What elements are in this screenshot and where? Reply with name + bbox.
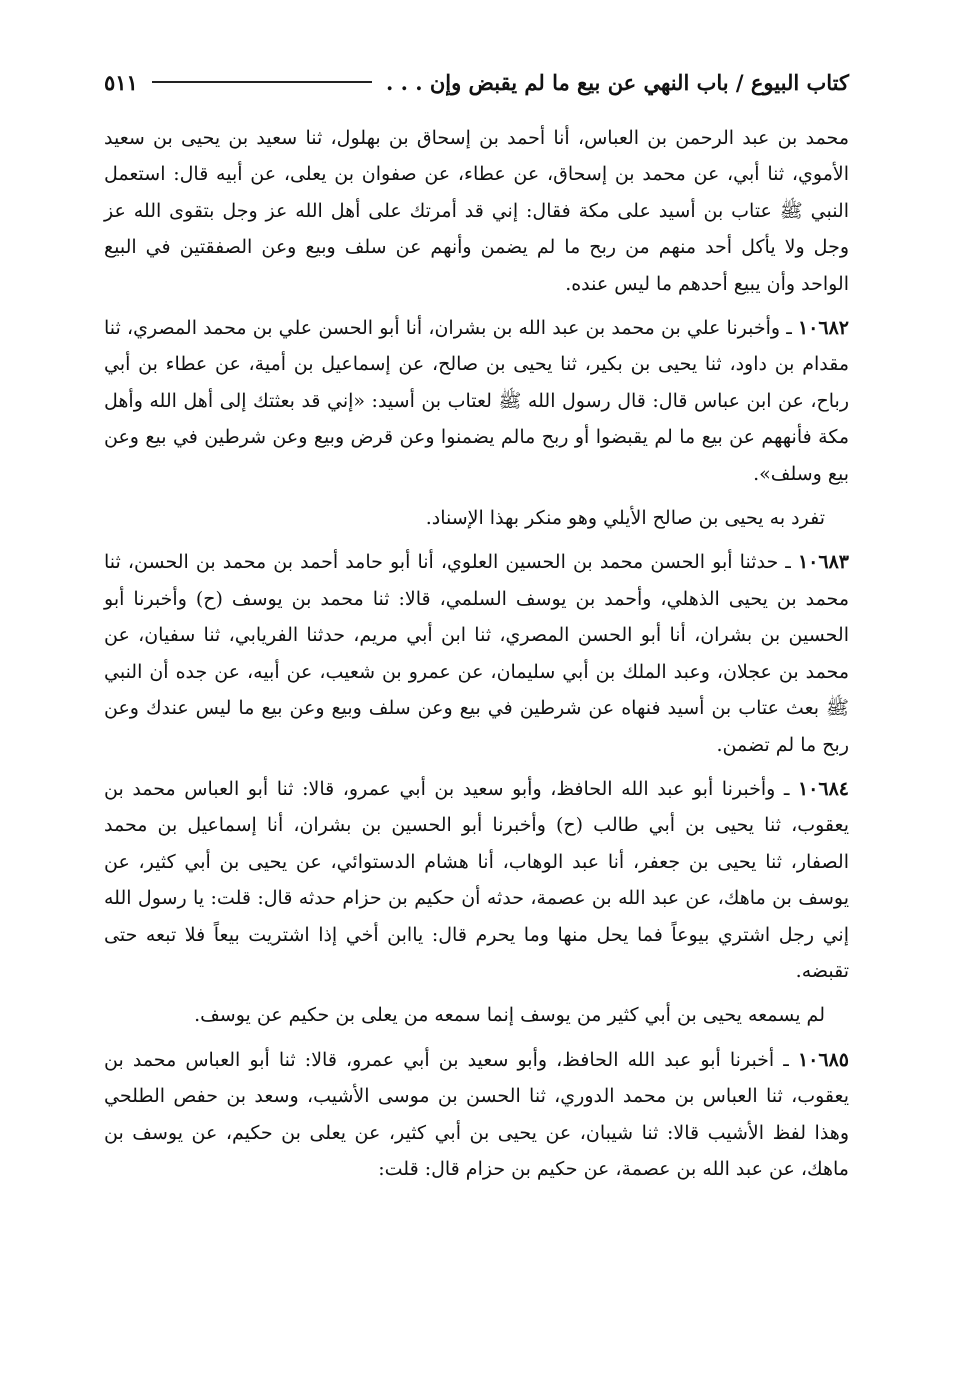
hadith-number: ١٠٦٨٢ (797, 317, 849, 340)
paragraph-text: تفرد به يحيى بن صالح الأيلي وهو منكر بهذا الإسناد. (425, 507, 825, 530)
paragraph-10683 (104, 544, 849, 762)
header-title: كتاب البيوع / باب النهي عن بيع ما لم يقبض وإن . . . (385, 69, 849, 95)
running-header (104, 62, 849, 102)
page-number: ٥١١ (104, 69, 138, 95)
note-paragraph (104, 500, 849, 536)
hadith-number: ١٠٦٨٣ (797, 551, 849, 574)
paragraph-text: ـ أخبرنا أبو عبد الله الحافظ، وأبو سعيد بن أبي عمرو، قالا: ثنا أبو العباس محمد بن يعقوب، ثنا العباس بن محمد الدوري، ثنا الحسن بن موسى الأشيب، وسعد بن حفص الطلحي وهذا لفظ الأشيب قالا: ثنا شيبان، عن يحيى بن أبي كثير، عن يعلى بن حكيم، عن يوسف بن ماهك، عن عبد الله بن عصمة، عن حكيم بن حزام قال: قلت: (104, 1048, 849, 1180)
paragraph-1 (104, 120, 849, 302)
header-rule (152, 81, 372, 83)
paragraph-10685 (104, 1042, 849, 1188)
paragraph-text: ـ وأخبرنا علي بن محمد بن عبد الله بن بشران، أنا أبو الحسن علي بن محمد المصري، ثنا مقدام بن داود، ثنا يحيى بن بكير، ثنا يحيى بن صالح، عن إسماعيل بن أمية، عن عطاء بن أبي رباح، عن ابن عباس قال: قال رسول الله ﷺ لعتاب بن أسيد: «إني قد بعثتك إلى أهل الله وأهل مكة فأنههم عن بيع ما لم يقبضوا أو ربح مالم يضمنوا وعن قرض وبيع وعن شرطين في بيع وعن بيع وسلف». (104, 317, 849, 485)
paragraph-text: محمد بن عبد الرحمن بن العباس، أنا أحمد بن إسحاق بن بهلول، ثنا سعيد بن يحيى بن سعيد الأموي، ثنا أبي، عن محمد بن إسحاق، عن عطاء، عن صفوان بن يعلى، عن أبيه قال: استعمل النبي ﷺ عتاب بن أسيد على مكة فقال: إني قد أمرتك على أهل الله عز وجل بتقوى الله عز وجل ولا يأكل أحد منهم من ربح ما لم يضمن وأنهم عن سلف وبيع وعن الصفقتين في البيع الواحد وأن يبيع أحدهم ما ليس عنده. (104, 127, 849, 295)
note-paragraph (104, 997, 849, 1033)
page-body (104, 120, 849, 1195)
hadith-number: ١٠٦٨٤ (797, 777, 849, 800)
paragraph-text: ـ وأخبرنا أبو عبد الله الحافظ، وأبو سعيد بن أبي عمرو، قالا: ثنا أبو العباس محمد بن يعقوب، ثنا يحيى بن أبي طالب (ح) وأخبرنا أبو الحسين بن بشران، أنا إسماعيل بن محمد الصفار، ثنا يحيى بن جعفر، أنا عبد الوهاب، أنا هشام الدستوائي، عن يحيى بن أبي كثير، عن يوسف بن ماهك، عن عبد الله بن عصمة، حدثه أن حكيم بن حزام حدثه قال: قلت: يا رسول الله إني رجل اشتري بيوعاً فما يحل منها وما يحرم قال: ياابن أخي إذا اشتريت بيعاً فلا تبعه حتى تقبضه. (104, 777, 849, 982)
paragraph-text: ـ حدثنا أبو الحسن محمد بن الحسين العلوي، أنا أبو حامد أحمد بن محمد بن الحسن، ثنا محمد بن يحيى الذهلي، وأحمد بن يوسف السلمي، قالا: ثنا محمد بن يوسف (ح) وأخبرنا أبو الحسين بن بشران، أنا أبو الحسن المصري، ثنا ابن أبي مريم، حدثنا الفريابي، ثنا سفيان، عن محمد بن عجلان، وعبد الملك بن أبي سليمان، عن عمرو بن شعيب، عن أبيه، عن جده أن النبي ﷺ بعث عتاب بن أسيد فنهاه عن شرطين في بيع وعن سلف وبيع وعن بيع ما ليس عندك وعن ربح ما لم تضمن. (104, 551, 849, 756)
hadith-number: ١٠٦٨٥ (797, 1048, 849, 1071)
paragraph-text: لم يسمعه يحيى بن أبي كثير من يوسف إنما سمعه من يعلى بن حكيم عن يوسف. (194, 1004, 825, 1027)
paragraph-10682 (104, 310, 849, 492)
paragraph-10684 (104, 771, 849, 989)
